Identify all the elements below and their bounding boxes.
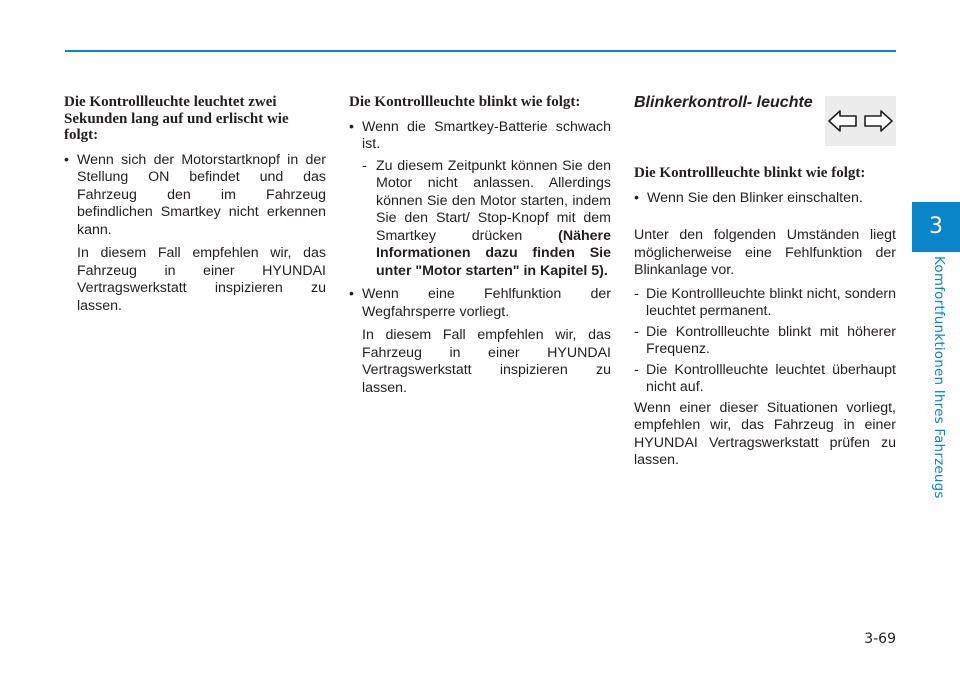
- top-rule: [65, 50, 896, 52]
- sub-item: [349, 158, 611, 281]
- dash-item: [634, 324, 896, 359]
- column-left: [64, 94, 326, 321]
- dash-mark: -: [634, 323, 639, 340]
- section-title: Blinkerkontroll- leuchte: [634, 94, 813, 111]
- chapter-tab: 3: [912, 202, 960, 252]
- dash-item-text: Die Kontrollleuchte blinkt nicht, sondern leuchtet permanent.: [646, 285, 896, 319]
- sub-item-text: Zu diesem Zeitpunkt können Sie den Motor nicht anlassen. Allerdings können Sie den Motor starten, indem Sie den Start/ Stop-Knopf mit dem Smartkey drücken: [376, 157, 611, 244]
- column-right: [634, 94, 896, 476]
- bullet-item: • Wenn Sie den Blinker einschalten.: [634, 190, 896, 208]
- paragraph: Unter den folgenden Umständen liegt möglicherweise eine Fehlfunktion der Blinkanlage vor.: [634, 227, 896, 278]
- bullet-item: • Wenn eine Fehlfunktion der Wegfahrsperre vorliegt.: [349, 286, 611, 321]
- note-text: In diesem Fall empfehlen wir, das Fahrzeug in einer HYUNDAI Vertragswerkstatt inspizieren zu lassen.: [77, 245, 326, 314]
- dash-mark: -: [634, 285, 639, 302]
- turn-signal-arrows-icon: [825, 96, 896, 146]
- paragraph: Wenn einer dieser Situationen vorliegt, empfehlen wir, das Fahrzeug in einer HYUNDAI Vertragswerkstatt prüfen zu lassen.: [634, 399, 896, 468]
- page-number: 3-69: [864, 631, 896, 647]
- section-heading: Die Kontrollleuchte blinkt wie folgt:: [634, 165, 866, 181]
- dash-mark: -: [634, 361, 639, 378]
- sub-item-reference: (Nähere Informationen dazu finden Sie unter "Motor starten" in Kapitel 5).: [376, 227, 611, 279]
- dash-item: [634, 362, 896, 397]
- dash-item-text: Die Kontrollleuchte blinkt mit höherer Frequenz.: [646, 323, 896, 357]
- column-middle: [349, 94, 611, 403]
- note-text: In diesem Fall empfehlen wir, das Fahrzeug in einer HYUNDAI Vertragswerkstatt inspizieren zu lassen.: [362, 327, 611, 396]
- turn-signal-arrows-icon-graphic: [825, 96, 896, 146]
- bullet-item: • Wenn die Smartkey-Batterie schwach ist.: [349, 119, 611, 154]
- dash-mark: -: [362, 157, 367, 174]
- dash-item: [634, 286, 896, 321]
- chapter-title: Komfortfunktionen Ihres Fahrzeugs: [931, 256, 947, 499]
- section-heading: Die Kontrollleuchte leuchtet zwei Sekunden lang auf und erlischt wie folgt:: [64, 94, 289, 143]
- section-heading: Die Kontrollleuchte blinkt wie folgt:: [349, 94, 581, 110]
- bullet-item: • Wenn sich der Motorstartknopf in der Stellung ON befindet und das Fahrzeug den im Fahrzeug befindlichen Smartkey nicht erkennen kann.: [64, 152, 326, 240]
- dash-item-text: Die Kontrollleuchte leuchtet überhaupt nicht auf.: [646, 361, 896, 395]
